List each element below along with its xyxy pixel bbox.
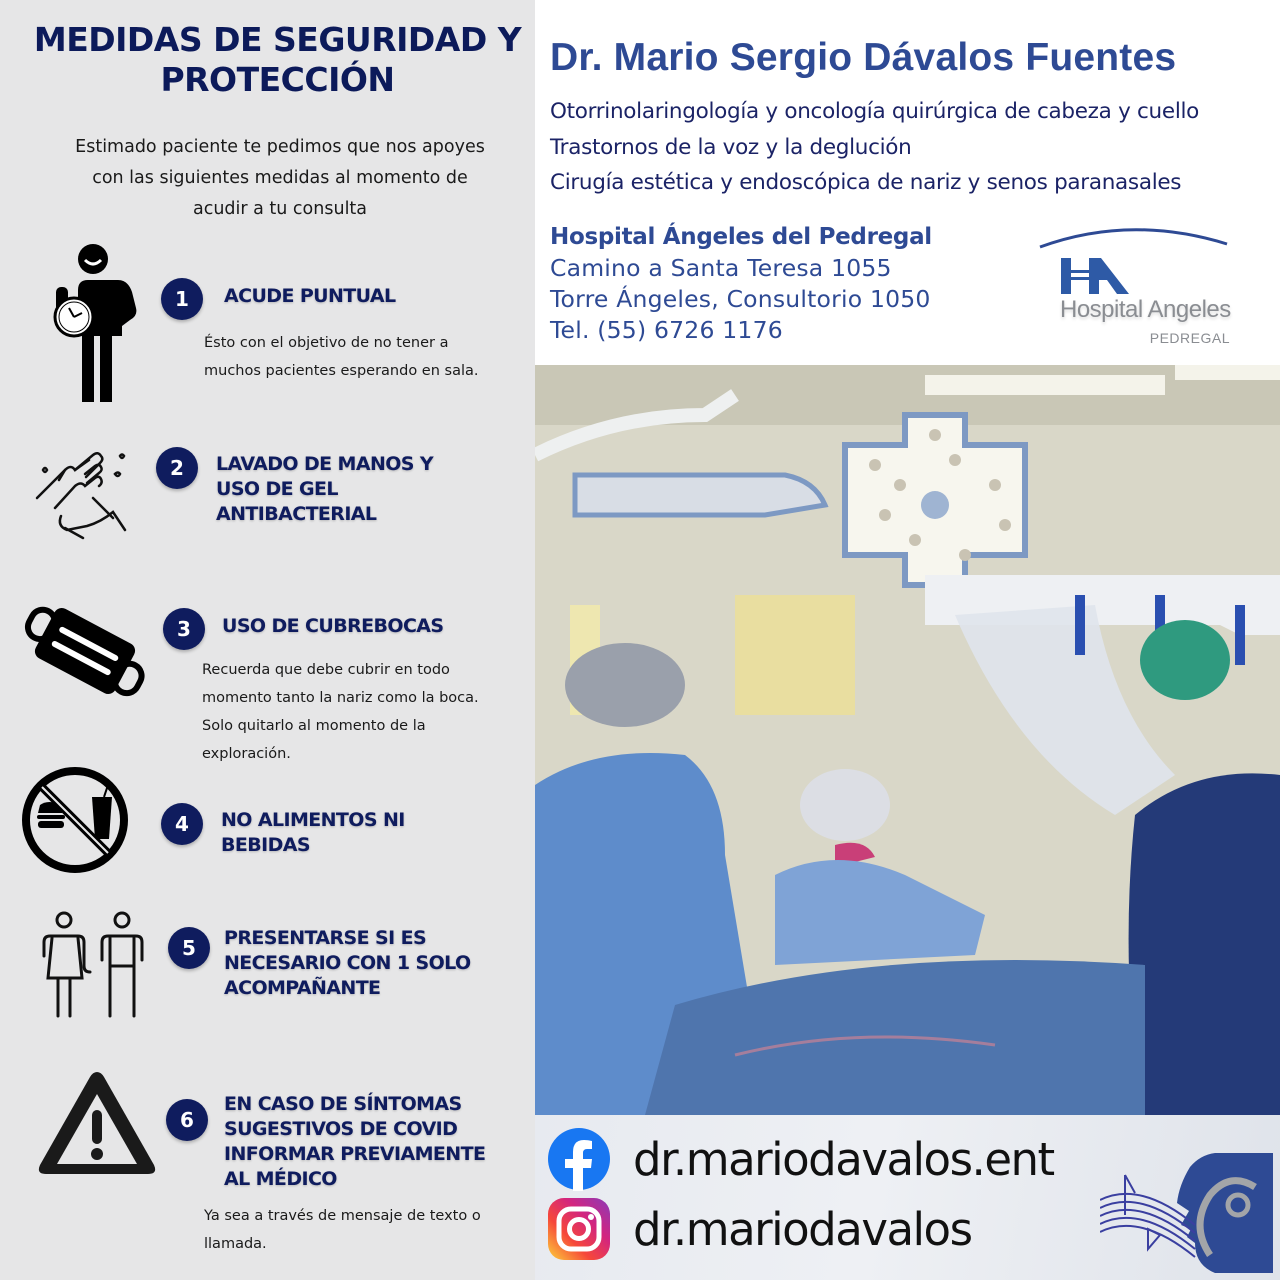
face-mask-icon bbox=[18, 598, 152, 704]
step-badge-5: 5 bbox=[168, 927, 210, 969]
step-title-2: LAVADO DE MANOS Y USO DE GEL ANTIBACTERIAL bbox=[216, 453, 434, 525]
no-food-drink-icon bbox=[20, 765, 130, 875]
hand-washing-icon bbox=[35, 448, 135, 540]
step-title-4: NO ALIMENTOS NI BEBIDAS bbox=[221, 809, 405, 856]
intro-text: Estimado paciente te pedimos que nos apoyes con las siguientes medidas al momento de acudir a tu consulta bbox=[75, 137, 485, 219]
facebook-link[interactable] bbox=[547, 1127, 1054, 1191]
step-desc-3: Recuerda que debe cubrir en todo momento tanto la nariz como la boca. Solo quitarlo al momento de la exploración. bbox=[202, 662, 479, 762]
step-title-5: PRESENTARSE SI ES NECESARIO CON 1 SOLO ACOMPAÑANTE bbox=[224, 927, 471, 999]
specialty-item: Trastornos de la voz y la deglución bbox=[550, 134, 912, 160]
operating-room-photo bbox=[535, 365, 1280, 1115]
specialty-item: Cirugía estética y endoscópica de nariz y senos paranasales bbox=[550, 170, 1182, 195]
hospital-angeles-logo: Hospital Angeles PEDREGAL bbox=[1035, 222, 1235, 352]
step-badge-3: 3 bbox=[163, 608, 205, 650]
instagram-link[interactable] bbox=[547, 1197, 972, 1261]
step-desc-6: Ya sea a través de mensaje de texto o llamada. bbox=[204, 1208, 481, 1252]
step-desc-1: Ésto con el objetivo de no tener a muchos pacientes esperando en sala. bbox=[204, 335, 479, 379]
hospital-logo-mark-icon bbox=[1035, 222, 1235, 297]
doctor-name: Dr. Mario Sergio Dávalos Fuentes bbox=[550, 36, 1177, 79]
step-badge-1: 1 bbox=[161, 278, 203, 320]
step-title-6: EN CASO DE SÍNTOMAS SUGESTIVOS DE COVID INFORMAR PREVIAMENTE AL MÉDICO bbox=[224, 1093, 486, 1190]
step-badge-4: 4 bbox=[161, 803, 203, 845]
social-media-footer bbox=[535, 1115, 1280, 1280]
two-people-icon bbox=[38, 908, 148, 1020]
doctor-info-header bbox=[535, 0, 1280, 365]
step-badge-2: 2 bbox=[156, 447, 198, 489]
instagram-handle[interactable]: dr.mariodavalos bbox=[633, 1202, 972, 1256]
address-line-1: Camino a Santa Teresa 1055 bbox=[550, 254, 892, 282]
surgery-scene-illustration bbox=[535, 365, 1280, 1115]
step-badge-6: 6 bbox=[166, 1099, 208, 1141]
instagram-icon bbox=[547, 1197, 611, 1261]
safety-measures-panel bbox=[0, 0, 535, 1280]
hospital-name: Hospital Ángeles del Pedregal bbox=[550, 224, 932, 250]
warning-triangle-icon bbox=[36, 1068, 158, 1178]
phone-number: Tel. (55) 6726 1176 bbox=[550, 316, 783, 344]
specialty-item: Otorrinolaringología y oncología quirúrgica de cabeza y cuello bbox=[550, 99, 1200, 124]
step-title-3: USO DE CUBREBOCAS bbox=[222, 615, 444, 637]
person-clock-icon bbox=[48, 242, 138, 402]
facebook-icon bbox=[547, 1127, 611, 1191]
facebook-handle[interactable]: dr.mariodavalos.ent bbox=[633, 1132, 1054, 1186]
address-line-2: Torre Ángeles, Consultorio 1050 bbox=[550, 285, 931, 313]
specialties-list bbox=[550, 94, 1199, 201]
hospital-address bbox=[550, 222, 932, 346]
ent-voice-logo-icon bbox=[1100, 1145, 1275, 1275]
step-title-1: ACUDE PUNTUAL bbox=[224, 285, 396, 307]
panel-title: MEDIDAS DE SEGURIDAD Y PROTECCIÓN bbox=[33, 20, 522, 99]
